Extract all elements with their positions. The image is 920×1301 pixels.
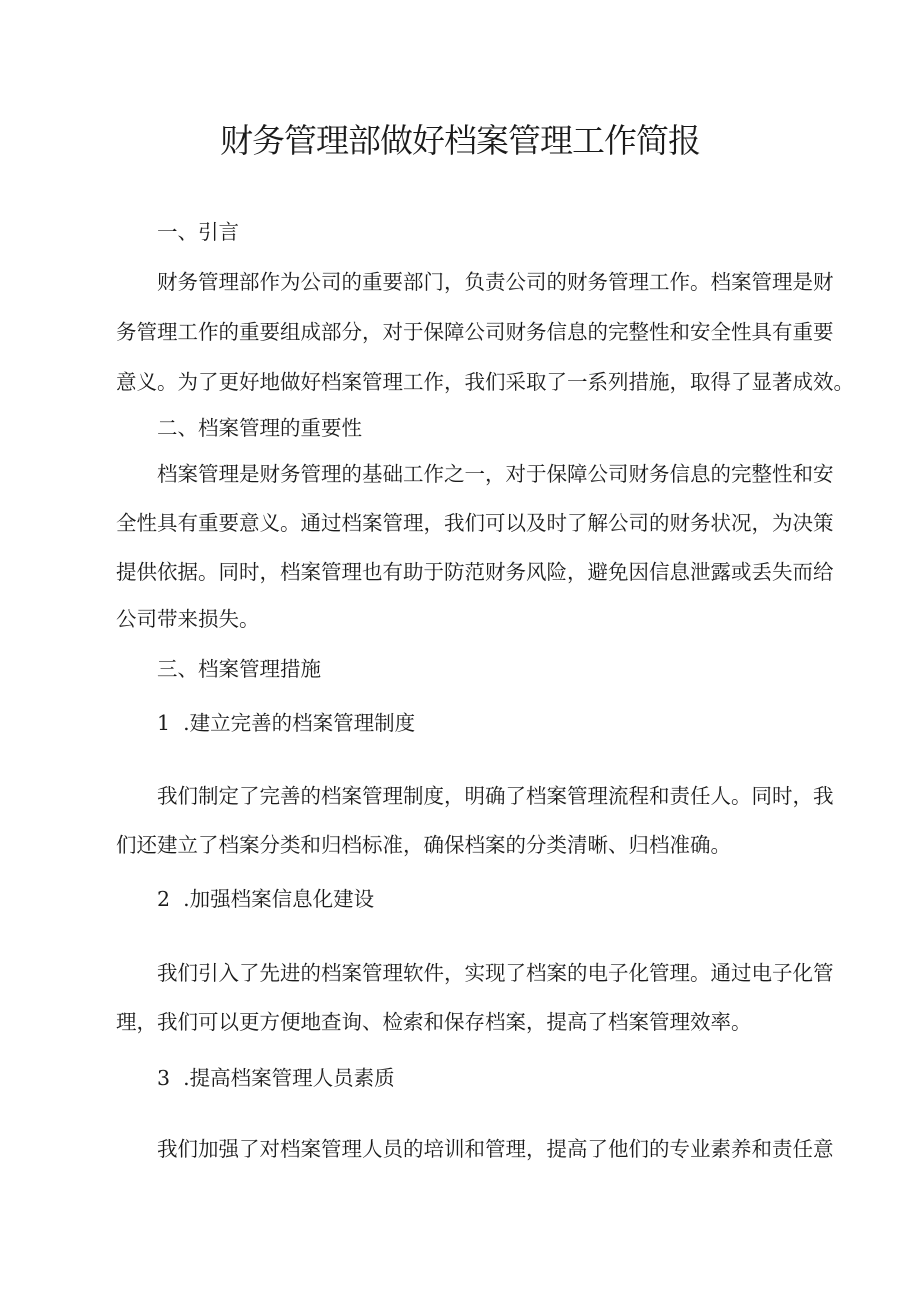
paragraph-line: 理，我们可以更方便地查询、检索和保存档案，提高了档案管理效率。 (116, 1010, 752, 1034)
section-heading-introduction: 一、引言 (157, 220, 239, 244)
section-heading-importance: 二、档案管理的重要性 (157, 416, 362, 440)
paragraph-line: 们还建立了档案分类和归档标准，确保档案的分类清晰、归档准确。 (116, 833, 731, 857)
measure-heading-1: 1 .建立完善的档案管理制度 (157, 711, 416, 735)
paragraph-line: 我们制定了完善的档案管理制度，明确了档案管理流程和责任人。同时，我 (157, 784, 834, 808)
paragraph-line: 财务管理部作为公司的重要部门，负责公司的财务管理工作。档案管理是财 (157, 270, 834, 294)
measure-heading-2: 2 .加强档案信息化建设 (157, 887, 375, 911)
paragraph-line: 提供依据。同时，档案管理也有助于防范财务风险，避免因信息泄露或丢失而给 (116, 560, 834, 584)
paragraph-line: 我们加强了对档案管理人员的培训和管理，提高了他们的专业素养和责任意 (157, 1137, 834, 1161)
paragraph-line: 公司带来损失。 (116, 607, 260, 631)
document-title: 财务管理部做好档案管理工作简报 (220, 121, 700, 160)
paragraph-line: 全性具有重要意义。通过档案管理，我们可以及时了解公司的财务状况，为决策 (116, 511, 834, 535)
paragraph-line: 我们引入了先进的档案管理软件，实现了档案的电子化管理。通过电子化管 (157, 961, 834, 985)
paragraph-line: 意义。为了更好地做好档案管理工作，我们采取了一系列措施，取得了显著成效。 (116, 370, 854, 394)
paragraph-line: 务管理工作的重要组成部分，对于保障公司财务信息的完整性和安全性具有重要 (116, 320, 834, 344)
measure-heading-3: 3 .提高档案管理人员素质 (157, 1066, 395, 1090)
section-heading-measures: 三、档案管理措施 (157, 657, 321, 681)
paragraph-line: 档案管理是财务管理的基础工作之一，对于保障公司财务信息的完整性和安 (157, 462, 834, 486)
